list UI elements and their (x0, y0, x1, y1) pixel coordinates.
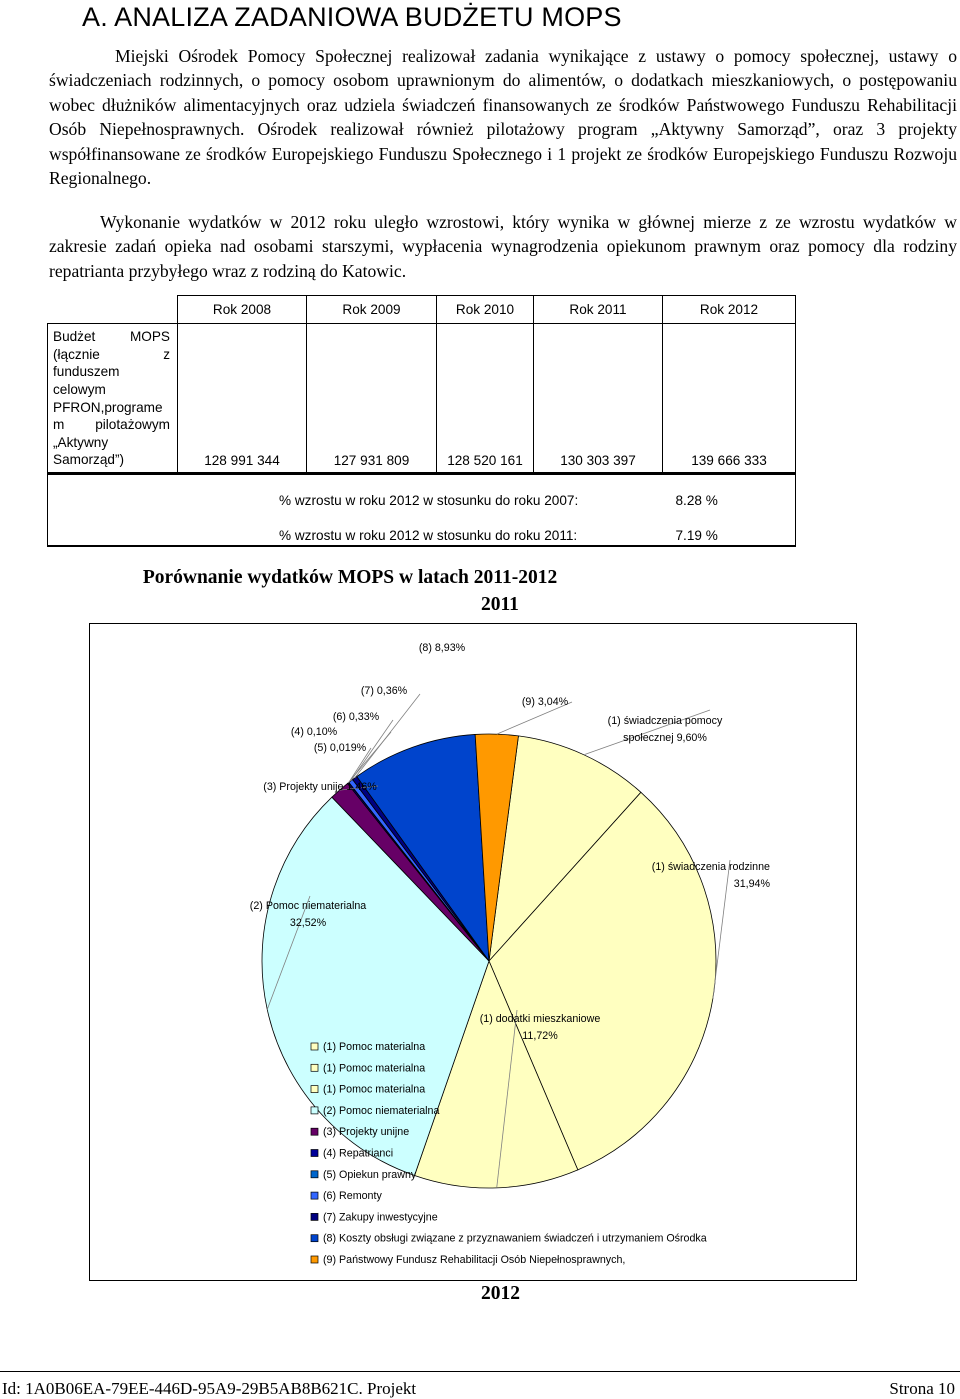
growth-row (48, 474, 796, 510)
pie-chart (90, 624, 858, 1282)
slice-label: (1) świadczenia rodzinne 31,94% (651, 861, 770, 890)
chart-year-2012: 2012 (481, 1283, 520, 1304)
legend-swatch (311, 1107, 318, 1114)
slice-label: (1) dodatki mieszkaniowe 11,72% (479, 1013, 601, 1042)
legend-label: (4) Repatrianci (323, 1147, 394, 1160)
intro-paragraph: Miejski Ośrodek Pomocy Społecznej realizował zadania wynikające z ustawy o pomocy społecznej, ustawy o świadczeniach rodzinnych, o pomocy osobom uprawnionym do alimentów, o dodatkach mieszkaniowych, o postępowaniu wobec dłużników alimentacyjnych oraz udziela świadczeń finansowanych ze środków Państwowego Funduszu Rehabilitacji Osób Niepełnosprawnych. Ośrodek realizował również pilotażowy program „Aktywny Samorząd”, oraz 3 projekty współfinansowane ze środków Europejskiego Funduszu Społecznego i 1 projekt ze środków Europejskiego Funduszu Rozwoju Regionalnego. (49, 46, 957, 189)
year-header: Rok 2011 (534, 296, 663, 324)
slice-label: (2) Pomoc niematerialna 32,52% (249, 900, 367, 929)
year-header: Rok 2010 (437, 296, 534, 324)
legend-swatch (311, 1235, 318, 1242)
row-label-line: celowym (53, 382, 106, 398)
legend-swatch (311, 1086, 318, 1093)
slice-label: (5) 0,019% (313, 742, 367, 754)
legend-swatch (311, 1171, 318, 1178)
budget-value: 128 520 161 (437, 324, 534, 473)
page-heading: A. ANALIZA ZADANIOWA BUDŻETU MOPS (82, 2, 622, 32)
legend-swatch (311, 1192, 318, 1199)
slice-label: (6) 0,33% (332, 711, 380, 723)
growth-row (48, 510, 796, 546)
row-label-line: Samorząd”) (53, 452, 125, 468)
growth-label: % wzrostu w roku 2012 w stosunku do roku 2007: (279, 493, 579, 508)
legend-swatch (311, 1043, 318, 1050)
pie-chart-box (89, 623, 857, 1281)
year-header: Rok 2009 (307, 296, 437, 324)
row-label-line: PFRON,programe (53, 399, 163, 415)
budget-value-row (48, 324, 796, 473)
growth-value: 8.28 % (675, 493, 718, 508)
slice-label: (1) świadczenia pomocy społecznej 9,60% (607, 715, 723, 744)
legend-swatch (311, 1064, 318, 1071)
growth-table (47, 473, 796, 547)
legend-label: (5) Opiekun prawny (323, 1168, 417, 1181)
legend-label: (1) Pomoc materialna (323, 1041, 426, 1053)
row-label-line: (łącznie z (53, 346, 170, 362)
growth-label: % wzrostu w roku 2012 w stosunku do roku 2011: (279, 528, 578, 543)
row-label-line: m pilotażowym (53, 417, 170, 433)
legend-label: (8) Koszty obsługi związane z przyznawaniem świadczeń i utrzymaniem Ośrodka (323, 1232, 707, 1245)
legend-label: (7) Zakupy inwestycyjne (323, 1211, 438, 1224)
year-header: Rok 2012 (663, 296, 796, 324)
chart-title: Porównanie wydatków MOPS w latach 2011-2012 (142, 567, 558, 588)
legend-swatch (311, 1150, 318, 1157)
slice-label: (9) 3,04% (521, 696, 569, 708)
slice-label: (8) 8,93% (418, 642, 466, 654)
spending-paragraph: Wykonanie wydatków w 2012 roku uległo wzrostowi, który wynika w głównej mierze z ze wzrostu wydatków w zakresie zadań opieka nad osobami starszymi, wypłacenia wynagrodzenia opiekunom prawnym oraz pomocy dla rodziny repatrianta przybyłego wraz z rodziną do Katowic. (49, 212, 957, 281)
growth-value: 7.19 % (675, 528, 718, 543)
legend-swatch (311, 1128, 318, 1135)
legend-label: (2) Pomoc niematerialna (323, 1104, 440, 1117)
slice-label: (3) Projekty unije 1,46% (263, 781, 377, 793)
legend-swatch (311, 1256, 318, 1263)
year-header: Rok 2008 (178, 296, 307, 324)
budget-value: 128 991 344 (178, 324, 307, 473)
legend-label: (9) Państwowy Fundusz Rehabilitacji Osób Niepełnosprawnych, (323, 1254, 626, 1266)
legend-label: (1) Pomoc materialna (323, 1083, 426, 1096)
legend-label: (6) Remonty (323, 1190, 382, 1203)
budget-value: 139 666 333 (663, 324, 796, 473)
footer-document-id: Id: 1A0B06EA-79EE-446D-95A9-29B5AB8B621C. Projekt (2, 1379, 417, 1398)
footer-page-number: Strona 10 (889, 1379, 955, 1398)
row-label-line: Budżet MOPS (53, 329, 170, 345)
chart-year-2011: 2011 (481, 594, 519, 615)
leader-line (713, 860, 730, 998)
budget-value: 127 931 809 (307, 324, 437, 473)
legend-label: (3) Projekty unijne (323, 1126, 410, 1139)
footer-rule (0, 1371, 960, 1372)
legend-label: (1) Pomoc materialna (323, 1062, 426, 1075)
slice-label: (4) 0,10% (290, 726, 338, 738)
budget-row-label (48, 324, 178, 473)
row-label-line: „Aktywny (53, 434, 109, 450)
legend-swatch (311, 1213, 318, 1220)
budget-header-row (48, 296, 796, 324)
row-label-line: funduszem (53, 364, 120, 380)
slice-label: (7) 0,36% (360, 685, 408, 697)
budget-table (47, 295, 796, 473)
budget-corner (48, 296, 178, 324)
budget-value: 130 303 397 (534, 324, 663, 473)
